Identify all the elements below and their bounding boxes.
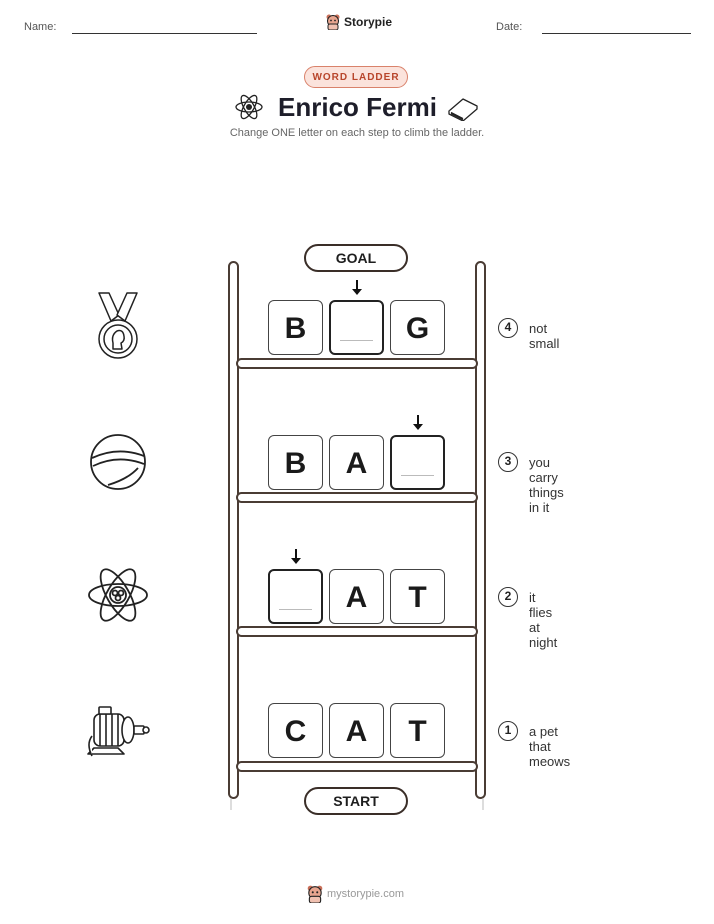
footer bbox=[307, 885, 404, 903]
bear-icon bbox=[307, 885, 323, 903]
step-number: 1 bbox=[498, 721, 518, 741]
letter-tile: A bbox=[329, 569, 384, 624]
clue-text: it flies at night bbox=[529, 590, 558, 650]
arrow-down-icon bbox=[351, 280, 363, 296]
arrow-down-icon bbox=[412, 415, 424, 431]
step-number: 3 bbox=[498, 452, 518, 472]
goal-label: GOAL bbox=[304, 244, 408, 272]
page-title: Enrico Fermi bbox=[278, 92, 437, 122]
ball-icon bbox=[88, 432, 148, 492]
letter-tile: C bbox=[268, 703, 323, 758]
step-number: 4 bbox=[498, 318, 518, 338]
letter-tile: B bbox=[268, 435, 323, 490]
brand-name: Storypie bbox=[344, 15, 393, 29]
date-label: Date: bbox=[496, 21, 523, 33]
arrow-down-icon bbox=[290, 549, 302, 565]
clue-text: you carry things in it bbox=[529, 455, 564, 515]
clue-text: a pet that meows bbox=[529, 724, 571, 769]
blank-letter-tile[interactable] bbox=[390, 435, 445, 490]
medal-icon bbox=[93, 291, 143, 363]
clue-text: not small bbox=[529, 321, 560, 351]
atom-icon bbox=[86, 563, 150, 627]
instructions: Change ONE letter on each step to climb the ladder. bbox=[229, 127, 485, 139]
letter-tile: B bbox=[268, 300, 323, 355]
letter-tile: T bbox=[390, 703, 445, 758]
step-number: 2 bbox=[498, 587, 518, 607]
name-label: Name: bbox=[24, 21, 57, 33]
start-label: START bbox=[304, 787, 408, 815]
blank-letter-tile[interactable] bbox=[268, 569, 323, 624]
blank-letter-tile[interactable] bbox=[329, 300, 384, 355]
letter-tile: A bbox=[329, 703, 384, 758]
footer-url[interactable]: mystorypie.com bbox=[327, 888, 405, 900]
letter-tile: G bbox=[390, 300, 445, 355]
motor-icon bbox=[84, 704, 150, 758]
letter-tile: T bbox=[390, 569, 445, 624]
activity-badge: WORD LADDER bbox=[304, 66, 408, 88]
letter-tile: A bbox=[329, 435, 384, 490]
